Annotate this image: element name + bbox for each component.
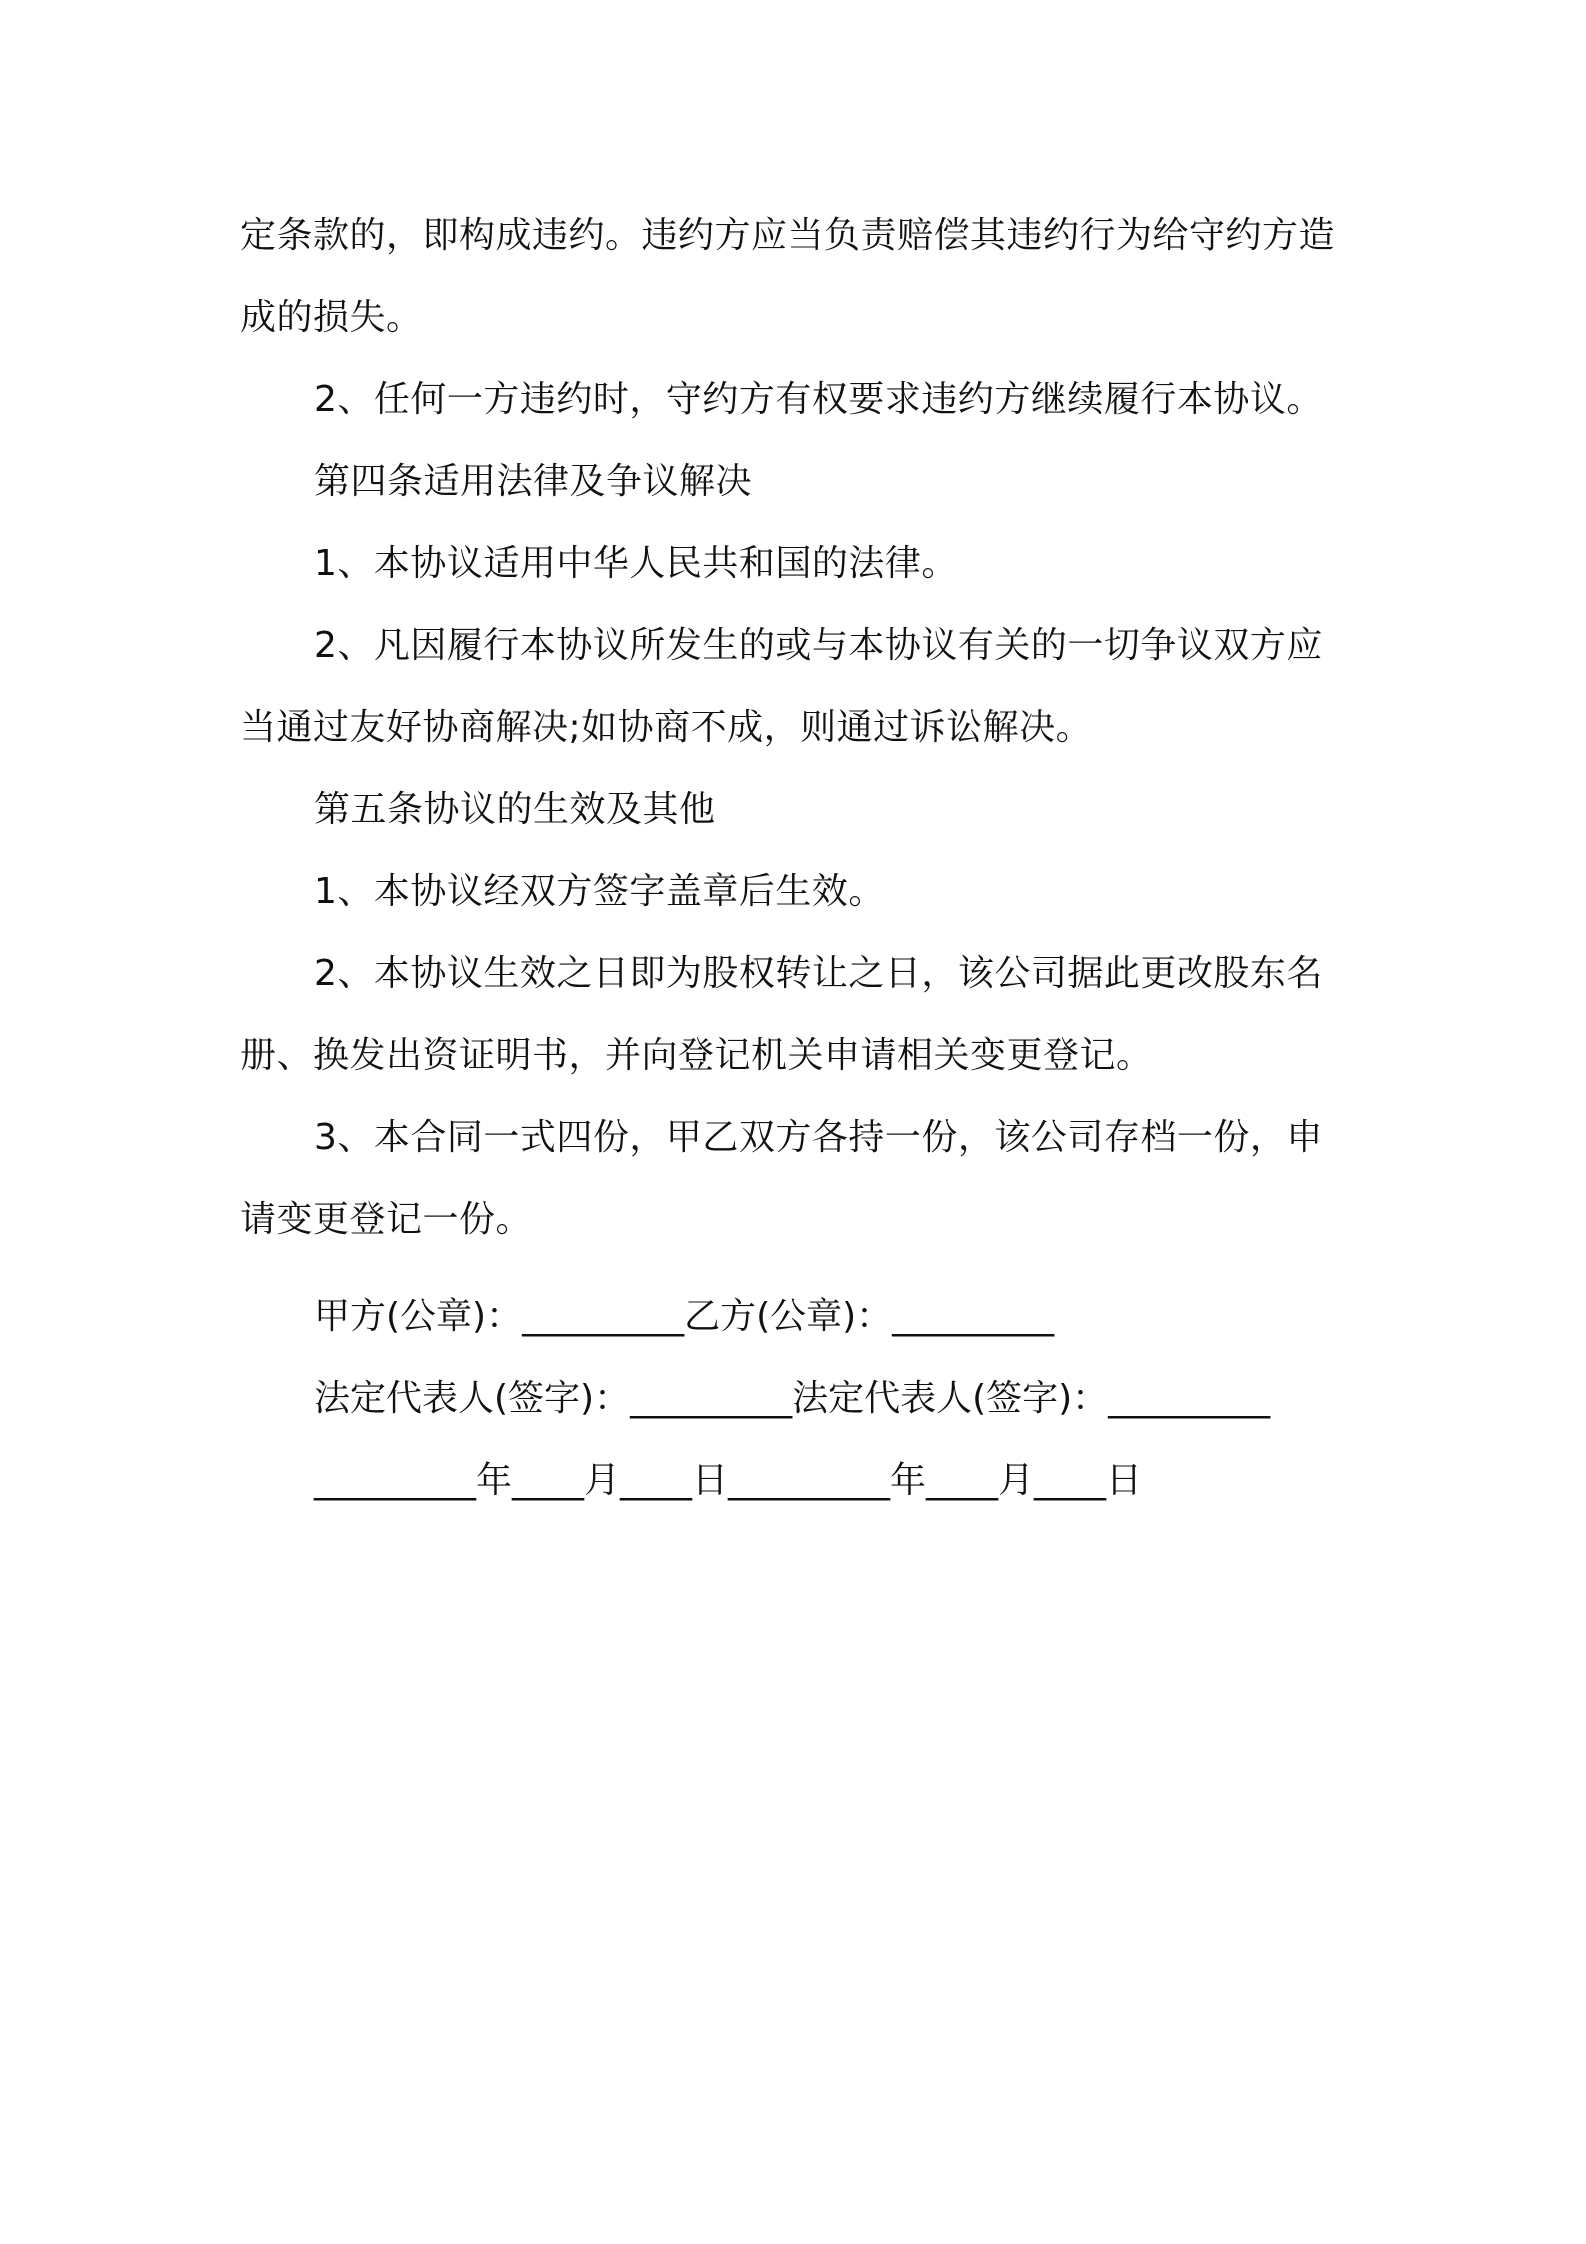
section-heading-article-5: 第五条协议的生效及其他 [314,789,716,830]
paragraph-line: 请变更登记一份。 [240,1199,533,1240]
party-seal-line: 甲方(公章)：_________乙方(公章)：_________ [314,1296,1055,1337]
signature-block [314,1276,1270,1522]
paragraph-line: 1、本协议适用中华人民共和国的法律。 [314,543,958,584]
agreement-body [240,195,1350,1261]
date-line: _________年____月____日_________年____月____日 [314,1460,1142,1501]
paragraph-line: 成的损失。 [240,297,423,338]
paragraph-line: 2、凡因履行本协议所发生的或与本协议有关的一切争议双方应 [314,625,1323,666]
paragraph-line: 3、本合同一式四份，甲乙双方各持一份，该公司存档一份，申 [314,1117,1323,1158]
paragraph-line: 2、本协议生效之日即为股权转让之日，该公司据此更改股东名 [314,953,1323,994]
paragraph-line: 当通过友好协商解决;如协商不成，则通过诉讼解决。 [240,707,1093,748]
paragraph-line: 定条款的，即构成违约。违约方应当负责赔偿其违约行为给守约方造 [240,215,1336,256]
paragraph-line: 1、本协议经双方签字盖章后生效。 [314,871,885,912]
paragraph-line: 2、任何一方违约时，守约方有权要求违约方继续履行本协议。 [314,379,1323,420]
legal-representative-line: 法定代表人(签字)：_________法定代表人(签字)：_________ [314,1378,1271,1419]
paragraph-line: 册、换发出资证明书，并向登记机关申请相关变更登记。 [240,1035,1153,1076]
section-heading-article-4: 第四条适用法律及争议解决 [314,461,753,502]
